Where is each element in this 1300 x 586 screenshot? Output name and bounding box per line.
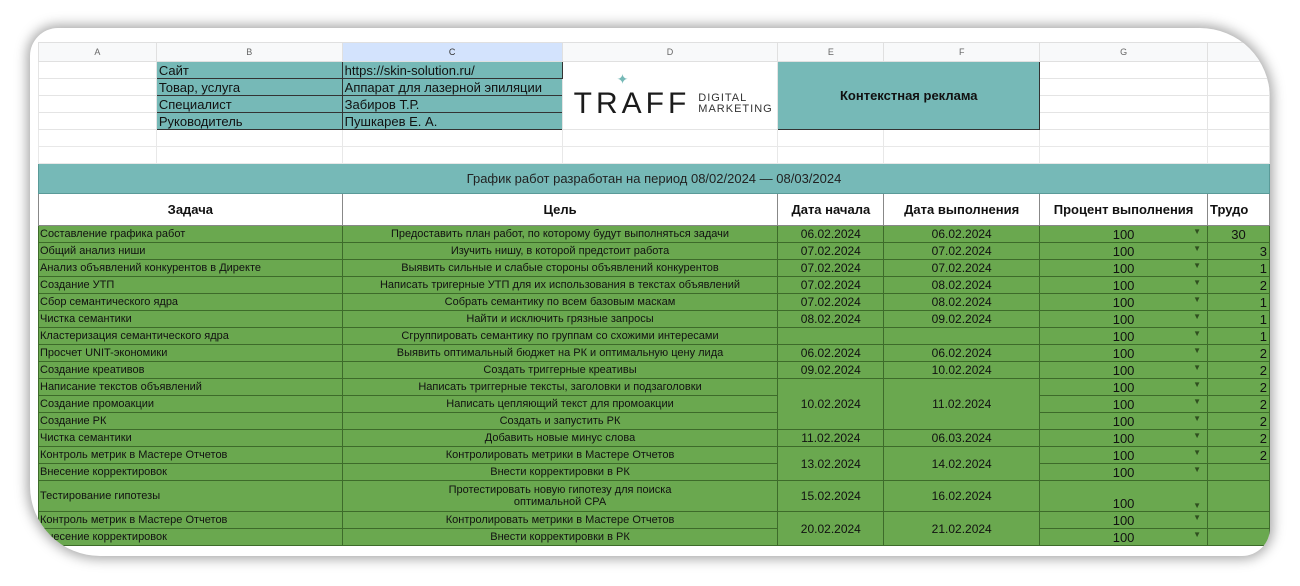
header-start-date[interactable]: Дата начала (778, 194, 884, 226)
percent-dropdown[interactable] (1040, 529, 1208, 546)
percent-value: 100 (1112, 496, 1135, 511)
column-header-e[interactable]: E (778, 43, 884, 62)
cell[interactable] (1040, 62, 1208, 79)
goal-cell[interactable]: Создать триггерные креативы (342, 362, 778, 379)
dropdown-arrow-icon[interactable]: ▼ (1193, 278, 1202, 287)
goal-cell[interactable]: Выявить сильные и слабые стороны объявлений конкурентов (342, 260, 778, 277)
end-date-cell[interactable]: 06.03.2024 (884, 430, 1040, 447)
dropdown-arrow-icon[interactable]: ▼ (1193, 244, 1202, 253)
percent-dropdown[interactable] (1040, 328, 1208, 345)
percent-value: 100 (1112, 529, 1135, 545)
blank-row (39, 130, 1270, 147)
start-date-cell[interactable]: 06.02.2024 (778, 345, 884, 362)
percent-dropdown[interactable] (1040, 512, 1208, 529)
cell[interactable] (1208, 62, 1270, 79)
goal-cell[interactable]: Написать цепляющий текст для промоакции (342, 396, 778, 413)
task-cell[interactable]: Составление графика работ (39, 226, 343, 243)
percent-value: 100 (1112, 328, 1135, 344)
cell[interactable] (1208, 113, 1270, 130)
cell[interactable] (884, 147, 1040, 164)
info-value[interactable]: Пушкарев Е. А. (342, 113, 562, 130)
goal-cell[interactable]: Собрать семантику по всем базовым маскам (342, 294, 778, 311)
percent-dropdown[interactable] (1040, 260, 1208, 277)
task-cell[interactable]: Написание текстов объявлений (39, 379, 343, 396)
cell[interactable] (778, 130, 884, 147)
end-date-cell[interactable]: 10.02.2024 (884, 362, 1040, 379)
schedule-banner-row (39, 164, 1270, 194)
table-row (39, 226, 1270, 243)
cell[interactable] (1040, 113, 1208, 130)
schedule-period-banner[interactable]: График работ разработан на период 08/02/2024 — 08/03/2024 (39, 164, 1270, 194)
task-cell[interactable]: Создание УТП (39, 277, 343, 294)
task-cell[interactable]: Создание креативов (39, 362, 343, 379)
effort-cell[interactable] (1208, 529, 1270, 546)
cell[interactable] (39, 147, 157, 164)
effort-cell[interactable] (1208, 481, 1270, 512)
logo-line2: MARKETING (698, 102, 773, 115)
end-date-cell[interactable]: 08.02.2024 (884, 277, 1040, 294)
task-cell[interactable]: Чистка семантики (39, 430, 343, 447)
cell[interactable] (1040, 79, 1208, 96)
table-header-row (39, 194, 1270, 226)
cell[interactable] (39, 79, 157, 96)
effort-cell[interactable]: 2 (1208, 362, 1270, 379)
logo-cell (562, 62, 778, 130)
task-cell[interactable]: Анализ объявлений конкурентов в Директе (39, 260, 343, 277)
goal-cell[interactable]: Изучить нишу, в которой предстоит работа (342, 243, 778, 260)
goal-cell[interactable]: Выявить оптимальный бюджет на РК и оптимальную цену лида (342, 345, 778, 362)
percent-value: 100 (1112, 413, 1135, 429)
goal-cell[interactable]: Добавить новые минус слова (342, 430, 778, 447)
column-header-a[interactable]: A (39, 43, 157, 62)
effort-cell[interactable] (1208, 464, 1270, 481)
cell[interactable] (562, 147, 778, 164)
percent-value: 100 (1112, 345, 1135, 361)
logo-wordmark: TRAFF (573, 86, 691, 120)
start-date-cell[interactable]: 13.02.2024 (778, 447, 884, 481)
goal-cell[interactable]: Сгруппировать семантику по группам со схожими интересами (342, 328, 778, 345)
percent-dropdown[interactable] (1040, 481, 1208, 512)
table-row (39, 447, 1270, 464)
dropdown-arrow-icon[interactable]: ▼ (1193, 380, 1202, 389)
dropdown-arrow-icon[interactable]: ▼ (1193, 312, 1202, 321)
percent-value: 100 (1112, 243, 1135, 259)
table-row (39, 464, 1270, 481)
goal-cell[interactable]: Предоставить план работ, по которому будут выполняться задачи (342, 226, 778, 243)
cell[interactable] (1040, 96, 1208, 113)
start-date-cell[interactable]: 06.02.2024 (778, 226, 884, 243)
effort-cell[interactable]: 3 (1208, 243, 1270, 260)
table-row (39, 362, 1270, 379)
dropdown-arrow-icon[interactable]: ▼ (1193, 329, 1202, 338)
percent-dropdown[interactable] (1040, 243, 1208, 260)
task-cell[interactable]: Создание промоакции (39, 396, 343, 413)
end-date-cell[interactable]: 08.02.2024 (884, 294, 1040, 311)
dropdown-arrow-icon[interactable]: ▼ (1193, 431, 1202, 440)
cell[interactable] (342, 147, 562, 164)
end-date-cell[interactable]: 16.02.2024 (884, 481, 1040, 512)
info-row (39, 62, 1270, 79)
goal-line: оптимальной CPA (513, 496, 607, 508)
effort-cell[interactable]: 2 (1208, 447, 1270, 464)
effort-cell[interactable]: 1 (1208, 294, 1270, 311)
end-date-cell[interactable]: 21.02.2024 (884, 512, 1040, 546)
logo-line1: DIGITAL (698, 91, 748, 104)
percent-value: 100 (1112, 396, 1135, 412)
dropdown-arrow-icon[interactable]: ▼ (1193, 363, 1202, 372)
task-cell[interactable]: Внесение корректировок (39, 529, 343, 546)
screenshot-frame (30, 28, 1270, 556)
start-date-cell[interactable]: 20.02.2024 (778, 512, 884, 546)
cell[interactable] (778, 147, 884, 164)
start-date-cell[interactable]: 09.02.2024 (778, 362, 884, 379)
effort-cell[interactable]: 30 (1208, 226, 1270, 243)
end-date-cell[interactable]: 14.02.2024 (884, 447, 1040, 481)
goal-cell[interactable]: Создать и запустить РК (342, 413, 778, 430)
dropdown-arrow-icon[interactable]: ▼ (1193, 227, 1202, 236)
table-row (39, 277, 1270, 294)
task-cell[interactable]: Просчет UNIT-экономики (39, 345, 343, 362)
table-row (39, 294, 1270, 311)
info-label[interactable]: Товар, услуга (156, 79, 342, 96)
percent-dropdown[interactable] (1040, 430, 1208, 447)
table-row (39, 512, 1270, 529)
dropdown-arrow-icon[interactable]: ▼ (1193, 501, 1202, 510)
percent-dropdown[interactable] (1040, 226, 1208, 243)
percent-value: 100 (1112, 430, 1135, 446)
effort-cell[interactable]: 1 (1208, 260, 1270, 277)
task-cell[interactable]: Контроль метрик в Мастере Отчетов (39, 512, 343, 529)
cell[interactable] (1040, 130, 1208, 147)
effort-cell[interactable]: 2 (1208, 277, 1270, 294)
header-end-date[interactable]: Дата выполнения (884, 194, 1040, 226)
dropdown-arrow-icon[interactable]: ▼ (1193, 397, 1202, 406)
column-header-c[interactable]: C (342, 43, 562, 62)
section-title[interactable]: Контекстная реклама (778, 62, 1040, 130)
info-label[interactable]: Сайт (156, 62, 342, 79)
table-row (39, 413, 1270, 430)
cell[interactable] (1208, 130, 1270, 147)
percent-dropdown[interactable] (1040, 345, 1208, 362)
dropdown-arrow-icon[interactable]: ▼ (1193, 414, 1202, 423)
task-cell[interactable]: Чистка семантики (39, 311, 343, 328)
end-date-cell[interactable]: 09.02.2024 (884, 311, 1040, 328)
table-row (39, 430, 1270, 447)
percent-dropdown[interactable] (1040, 396, 1208, 413)
percent-dropdown[interactable] (1040, 447, 1208, 464)
percent-dropdown[interactable] (1040, 413, 1208, 430)
end-date-cell[interactable]: 06.02.2024 (884, 345, 1040, 362)
percent-value: 100 (1112, 260, 1135, 276)
dropdown-arrow-icon[interactable]: ▼ (1193, 530, 1202, 539)
column-header-g[interactable]: G (1040, 43, 1208, 62)
cell[interactable] (562, 130, 778, 147)
dropdown-arrow-icon[interactable]: ▼ (1193, 448, 1202, 457)
table-row (39, 328, 1270, 345)
goal-cell[interactable]: Найти и исключить грязные запросы (342, 311, 778, 328)
logo-sparkle-icon: ✦ (616, 70, 629, 87)
table-row (39, 243, 1270, 260)
cell[interactable] (156, 147, 342, 164)
percent-value: 100 (1112, 311, 1135, 327)
cell[interactable] (1208, 96, 1270, 113)
percent-value: 100 (1112, 226, 1135, 242)
info-label[interactable]: Специалист (156, 96, 342, 113)
end-date-cell[interactable]: 06.02.2024 (884, 226, 1040, 243)
cell[interactable] (1040, 147, 1208, 164)
effort-cell[interactable]: 2 (1208, 413, 1270, 430)
table-row (39, 481, 1270, 512)
start-date-cell[interactable]: 07.02.2024 (778, 243, 884, 260)
effort-cell[interactable]: 2 (1208, 396, 1270, 413)
percent-dropdown[interactable] (1040, 379, 1208, 396)
sheet-grid (38, 42, 1270, 546)
start-date-cell[interactable]: 07.02.2024 (778, 260, 884, 277)
percent-value: 100 (1112, 512, 1135, 528)
cell[interactable] (39, 62, 157, 79)
blank-row (39, 147, 1270, 164)
header-task[interactable]: Задача (39, 194, 343, 226)
percent-value: 100 (1112, 294, 1135, 310)
effort-cell[interactable]: 2 (1208, 379, 1270, 396)
start-date-cell[interactable] (778, 328, 884, 345)
start-date-cell[interactable]: 10.02.2024 (778, 379, 884, 430)
column-header-h[interactable] (1208, 43, 1270, 62)
end-date-cell[interactable]: 07.02.2024 (884, 260, 1040, 277)
header-percent[interactable]: Процент выполнения (1040, 194, 1208, 226)
effort-cell[interactable]: 2 (1208, 430, 1270, 447)
start-date-cell[interactable]: 11.02.2024 (778, 430, 884, 447)
start-date-cell[interactable]: 08.02.2024 (778, 311, 884, 328)
cell[interactable] (1208, 79, 1270, 96)
goal-cell[interactable]: Контролировать метрики в Мастере Отчетов (342, 447, 778, 464)
effort-cell[interactable]: 2 (1208, 345, 1270, 362)
percent-value: 100 (1112, 464, 1135, 480)
info-value[interactable]: Забиров Т.Р. (342, 96, 562, 113)
percent-value: 100 (1112, 379, 1135, 395)
end-date-cell[interactable]: 07.02.2024 (884, 243, 1040, 260)
effort-cell[interactable] (1208, 512, 1270, 529)
table-row (39, 396, 1270, 413)
dropdown-arrow-icon[interactable]: ▼ (1193, 465, 1202, 474)
percent-dropdown[interactable] (1040, 362, 1208, 379)
effort-cell[interactable]: 1 (1208, 311, 1270, 328)
task-cell[interactable]: Сбор семантического ядра (39, 294, 343, 311)
percent-value: 100 (1112, 447, 1135, 463)
cell[interactable] (39, 96, 157, 113)
table-row (39, 529, 1270, 546)
table-row (39, 260, 1270, 277)
task-cell[interactable]: Кластеризация семантического ядра (39, 328, 343, 345)
task-cell[interactable]: Внесение корректировок (39, 464, 343, 481)
percent-dropdown[interactable] (1040, 464, 1208, 481)
column-header-row (39, 43, 1270, 62)
task-cell[interactable]: Общий анализ ниши (39, 243, 343, 260)
column-header-f[interactable]: F (884, 43, 1040, 62)
info-value[interactable]: Аппарат для лазерной эпиляции (342, 79, 562, 96)
header-goal[interactable]: Цель (342, 194, 778, 226)
info-label[interactable]: Руководитель (156, 113, 342, 130)
goal-line: Протестировать новую гипотезу для поиска (448, 484, 672, 496)
percent-dropdown[interactable] (1040, 311, 1208, 328)
table-row (39, 379, 1270, 396)
start-date-cell[interactable]: 15.02.2024 (778, 481, 884, 512)
cell[interactable] (342, 130, 562, 147)
percent-value: 100 (1112, 277, 1135, 293)
column-header-b[interactable]: B (156, 43, 342, 62)
percent-dropdown[interactable] (1040, 277, 1208, 294)
goal-cell[interactable] (342, 481, 778, 512)
cell[interactable] (1208, 147, 1270, 164)
percent-dropdown[interactable] (1040, 294, 1208, 311)
start-date-cell[interactable]: 07.02.2024 (778, 277, 884, 294)
cell[interactable] (156, 130, 342, 147)
dropdown-arrow-icon[interactable]: ▼ (1193, 346, 1202, 355)
spreadsheet (38, 42, 1270, 556)
start-date-cell[interactable]: 07.02.2024 (778, 294, 884, 311)
goal-cell[interactable]: Написать триггерные тексты, заголовки и подзаголовки (342, 379, 778, 396)
task-cell[interactable]: Тестирование гипотезы (39, 481, 343, 512)
table-row (39, 311, 1270, 328)
end-date-cell[interactable]: 11.02.2024 (884, 379, 1040, 430)
percent-value: 100 (1112, 362, 1135, 378)
cell[interactable] (39, 130, 157, 147)
goal-cell[interactable]: Контролировать метрики в Мастере Отчетов (342, 512, 778, 529)
header-effort[interactable]: Трудо (1208, 194, 1270, 226)
goal-cell[interactable]: Внести корректировки в РК (342, 529, 778, 546)
goal-cell[interactable]: Внести корректировки в РК (342, 464, 778, 481)
effort-cell[interactable]: 1 (1208, 328, 1270, 345)
end-date-cell[interactable] (884, 328, 1040, 345)
table-row (39, 345, 1270, 362)
column-header-d[interactable]: D (562, 43, 778, 62)
cell[interactable] (884, 130, 1040, 147)
task-cell[interactable]: Контроль метрик в Мастере Отчетов (39, 447, 343, 464)
dropdown-arrow-icon[interactable]: ▼ (1193, 295, 1202, 304)
dropdown-arrow-icon[interactable]: ▼ (1193, 513, 1202, 522)
goal-cell[interactable]: Написать тригерные УТП для их использования в текстах объявлений (342, 277, 778, 294)
cell[interactable] (39, 113, 157, 130)
task-cell[interactable]: Создание РК (39, 413, 343, 430)
info-value[interactable]: https://skin-solution.ru/ (342, 62, 562, 79)
dropdown-arrow-icon[interactable]: ▼ (1193, 261, 1202, 270)
